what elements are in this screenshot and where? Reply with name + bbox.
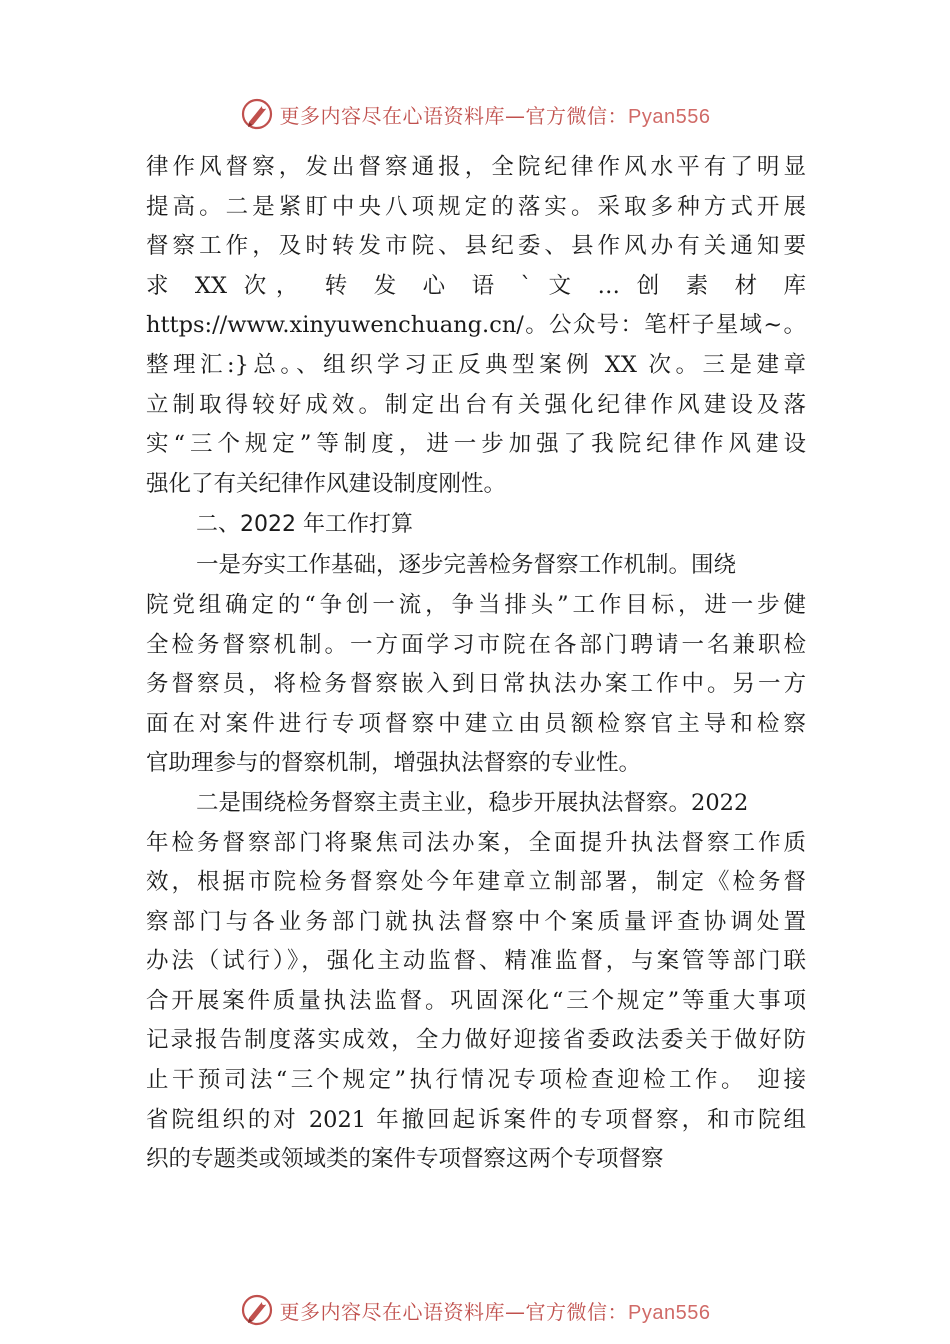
- pen-logo-icon: [240, 97, 274, 131]
- paragraph-line: https://www.xinyuwenchuang.cn/。公众号：笔杆子星域~。: [146, 312, 806, 339]
- paragraph-line: 求 XX 次， 转 发 心 语 ` 文 … 创 素 材 库: [146, 272, 806, 299]
- paragraph-line: 提高。二是紧盯中央八项规定的落实。采取多种方式开展: [146, 193, 806, 220]
- paragraph-line: 院党组确定的“争创一流，争当排头”工作目标，进一步健: [146, 591, 806, 618]
- paragraph-line: 织的专题类或领域类的案件专项督察这两个专项督察: [146, 1146, 664, 1173]
- paragraph-line: 止干预司法“三个规定”执行情况专项检查迎检工作。 迎接: [146, 1067, 806, 1094]
- banner-text: 更多内容尽在心语资料库—官方微信：Pyan556: [279, 103, 711, 128]
- pen-logo-icon: [240, 1293, 274, 1327]
- paragraph-line: 二是围绕检务督察主责主业，稳步开展执法督察。2022: [196, 789, 749, 816]
- header-banner: [0, 94, 950, 134]
- paragraph-line: 年检务督察部门将聚焦司法办案，全面提升执法督察工作质: [146, 829, 806, 856]
- banner-handle: Pyan556: [628, 105, 711, 128]
- paragraph-line: 实“三个规定”等制度，进一步加强了我院纪律作风建设: [146, 431, 806, 458]
- paragraph-line: 一是夯实工作基础，逐步完善检务督察工作机制。围绕: [196, 552, 737, 579]
- paragraph-line: 察部门与各业务部门就执法督察中个案质量评查协调处置: [146, 908, 806, 935]
- paragraph-line: 立制取得较好成效。制定出台有关强化纪律作风建设及落: [146, 391, 806, 418]
- paragraph-line: 效，根据市院检务督察处今年建章立制部署，制定《检务督: [146, 869, 806, 896]
- paragraph-line: 律作风督察，发出督察通报，全院纪律作风水平有了明显: [146, 154, 806, 180]
- paragraph-line: 整理汇:}总。、组织学习正反典型案例 XX 次。三是建章: [146, 351, 806, 378]
- paragraph-line: 省院组织的对 2021 年撤回起诉案件的专项督察，和市院组: [146, 1106, 806, 1133]
- paragraph-line: 务督察员，将检务督察嵌入到日常执法办案工作中。另一方: [146, 671, 806, 698]
- paragraph-line: 强化了有关纪律作风建设制度刚性。: [146, 470, 507, 497]
- footer-banner: [0, 1290, 950, 1330]
- paragraph-line: 督察工作，及时转发市院、县纪委、县作风办有关通知要: [146, 233, 806, 260]
- banner-handle: Pyan556: [628, 1301, 711, 1324]
- paragraph-line: 记录报告制度落实成效，全力做好迎接省委政法委关于做好防: [146, 1027, 806, 1054]
- section-heading: 二、2022 年工作打算: [196, 512, 413, 538]
- banner-text: 更多内容尽在心语资料库—官方微信：Pyan556: [279, 1299, 711, 1324]
- paragraph-line: 合开展案件质量执法监督。巩固深化“三个规定”等重大事项: [146, 987, 806, 1014]
- paragraph-line: 面在对案件进行专项督察中建立由员额检察官主导和检察: [146, 710, 806, 737]
- paragraph-line: 官助理参与的督察机制，增强执法督察的专业性。: [146, 750, 642, 777]
- paragraph-line: 办法（试行）》，强化主动监督、精准监督，与案管等部门联: [146, 948, 806, 975]
- document-body: [146, 148, 806, 1180]
- paragraph-line: 全检务督察机制。一方面学习市院在各部门聘请一名兼职检: [146, 631, 806, 658]
